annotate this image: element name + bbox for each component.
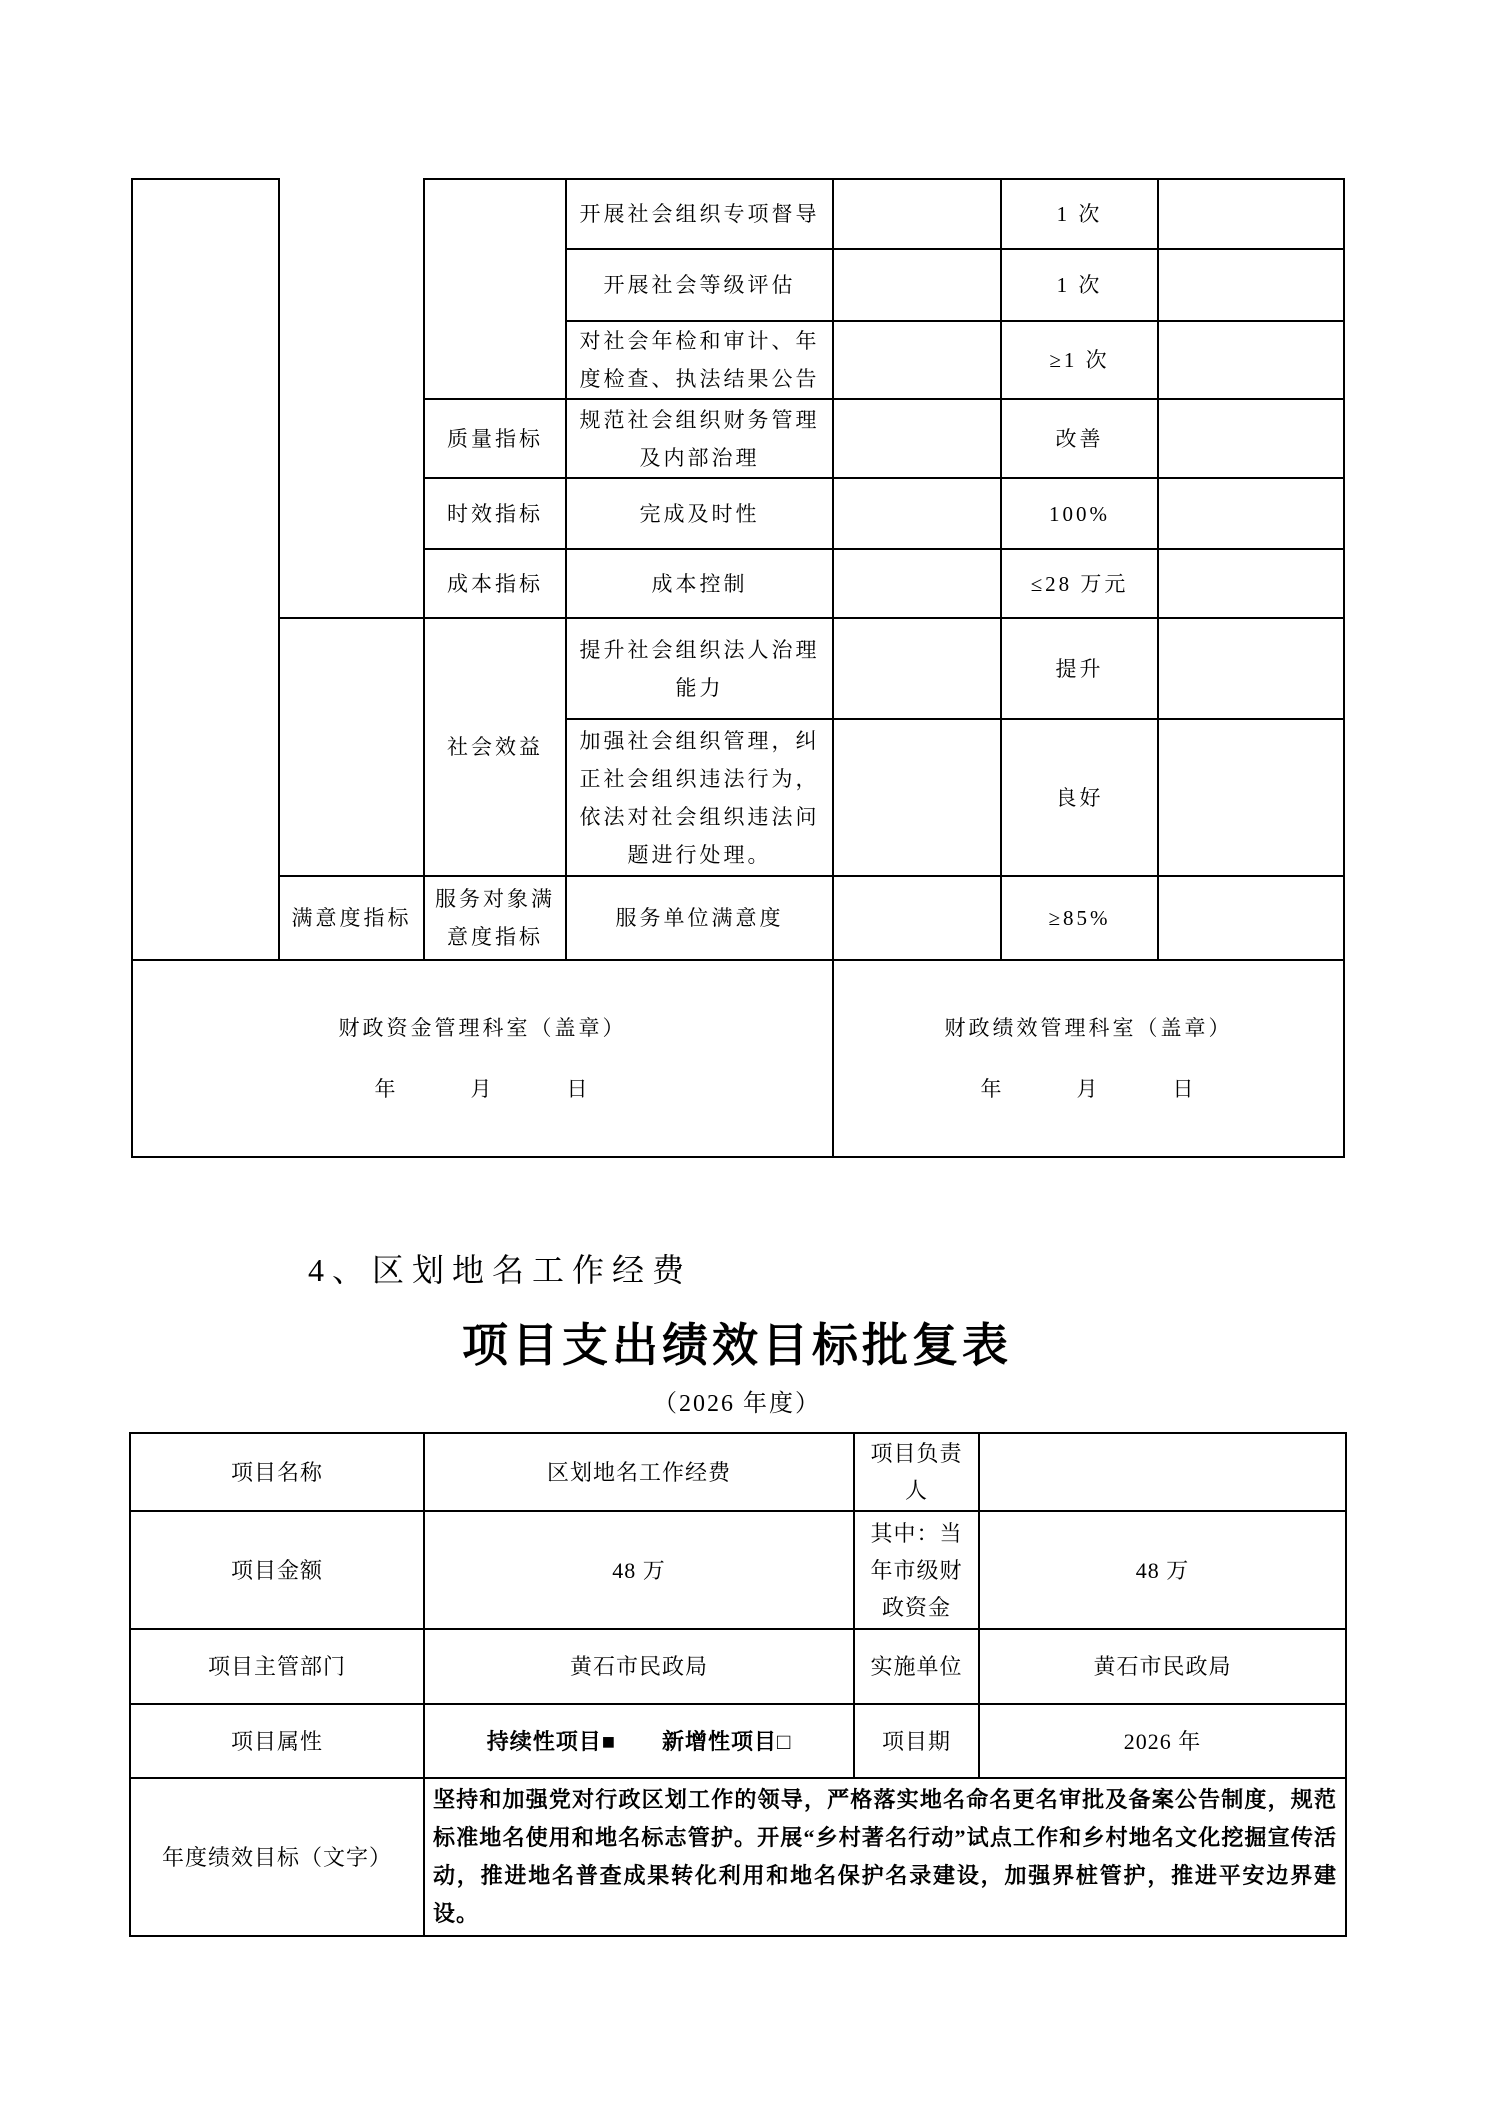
empty-cell: [833, 249, 1001, 321]
indicator-cell: 对社会年检和审计、年度检查、执法结果公告: [566, 321, 833, 399]
indicator-cell: 加强社会组织管理，纠正社会组织违法行为，依法对社会组织违法问题进行处理。: [566, 719, 833, 876]
indicator-cell: 服务单位满意度: [566, 876, 833, 960]
empty-cell: [1158, 876, 1344, 960]
signature-cell-left: [132, 960, 833, 1157]
signature-cell-right: [833, 960, 1344, 1157]
empty-cell: [833, 549, 1001, 618]
label-cell: 项目主管部门: [130, 1629, 424, 1704]
page-subtitle: （2026 年度）: [653, 1391, 821, 1417]
value-cell: 1 次: [1001, 179, 1158, 249]
indicator-cell: 完成及时性: [566, 478, 833, 549]
level2-cell: 服务对象满意度指标: [424, 876, 566, 960]
signature-org-left: 财政资金管理科室（盖章）: [338, 1015, 627, 1040]
value-cell: 黄石市民政局: [979, 1629, 1346, 1704]
level2-empty-cell: [424, 179, 566, 399]
signature-date-left: 年 月 日: [374, 1076, 591, 1101]
indicator-cell: 规范社会组织财务管理及内部治理: [566, 399, 833, 478]
level1-cell: 满意度指标: [279, 876, 424, 960]
value-cell: 2026 年: [979, 1704, 1346, 1778]
performance-indicator-table: [131, 178, 1345, 1158]
level1-empty-cell: [279, 618, 424, 876]
empty-cell: [1158, 549, 1344, 618]
indicator-cell: 提升社会组织法人治理能力: [566, 618, 833, 719]
value-cell: 良好: [1001, 719, 1158, 876]
indicator-cell: 开展社会等级评估: [566, 249, 833, 321]
signature-org-right: 财政绩效管理科室（盖章）: [944, 1015, 1233, 1040]
level2-cell: 社会效益: [424, 618, 566, 876]
section-heading: 4、区划地名工作经费: [308, 1252, 693, 1288]
value-cell: 48 万: [979, 1511, 1346, 1629]
label-cell: 年度绩效目标（文字）: [130, 1778, 424, 1936]
label-cell: 其中：当年市级财政资金: [854, 1511, 979, 1629]
empty-cell: [1158, 179, 1344, 249]
project-approval-table: [129, 1432, 1347, 1937]
value-cell: 1 次: [1001, 249, 1158, 321]
indicator-cell: 开展社会组织专项督导: [566, 179, 833, 249]
empty-cell: [833, 399, 1001, 478]
empty-cell: [833, 179, 1001, 249]
value-cell: ≤28 万元: [1001, 549, 1158, 618]
label-cell: 项目期: [854, 1704, 979, 1778]
empty-cell: [1158, 399, 1344, 478]
level2-cell: 时效指标: [424, 478, 566, 549]
label-cell: 项目金额: [130, 1511, 424, 1629]
value-cell: ≥85%: [1001, 876, 1158, 960]
value-cell: 改善: [1001, 399, 1158, 478]
signature-date-right: 年 月 日: [980, 1076, 1197, 1101]
annual-goal-text-cell: 坚持和加强党对行政区划工作的领导，严格落实地名命名更名审批及备案公告制度，规范标准地名使用和地名标志管护。开展“乡村著名行动”试点工作和乡村地名文化挖掘宣传活动，推进地名普查成果转化利用和地名保护名录建设，加强界桩管护，推进平安边界建设。: [424, 1778, 1346, 1936]
project-attribute-cell: 持续性项目■ 新增性项目□: [424, 1704, 854, 1778]
empty-cell: [1158, 321, 1344, 399]
value-cell: 100%: [1001, 478, 1158, 549]
indicator-cell: 成本控制: [566, 549, 833, 618]
level2-cell: 成本指标: [424, 549, 566, 618]
empty-cell: [833, 719, 1001, 876]
value-cell: 48 万: [424, 1511, 854, 1629]
value-cell: 提升: [1001, 618, 1158, 719]
value-cell: 黄石市民政局: [424, 1629, 854, 1704]
label-cell: 项目名称: [130, 1433, 424, 1511]
empty-cell: [833, 618, 1001, 719]
empty-cell: [979, 1433, 1346, 1511]
empty-cell: [833, 478, 1001, 549]
empty-cell: [1158, 719, 1344, 876]
label-cell: 实施单位: [854, 1629, 979, 1704]
page-title: 项目支出绩效目标批复表: [462, 1319, 1012, 1371]
empty-cell: [1158, 478, 1344, 549]
level1-empty-cell: [279, 179, 424, 618]
empty-cell: [833, 321, 1001, 399]
empty-cell: [1158, 249, 1344, 321]
level2-cell: 质量指标: [424, 399, 566, 478]
label-cell: 项目负责人: [854, 1433, 979, 1511]
empty-cell: [833, 876, 1001, 960]
value-cell: 区划地名工作经费: [424, 1433, 854, 1511]
value-cell: ≥1 次: [1001, 321, 1158, 399]
level0-empty-cell: [132, 179, 279, 960]
empty-cell: [1158, 618, 1344, 719]
label-cell: 项目属性: [130, 1704, 424, 1778]
